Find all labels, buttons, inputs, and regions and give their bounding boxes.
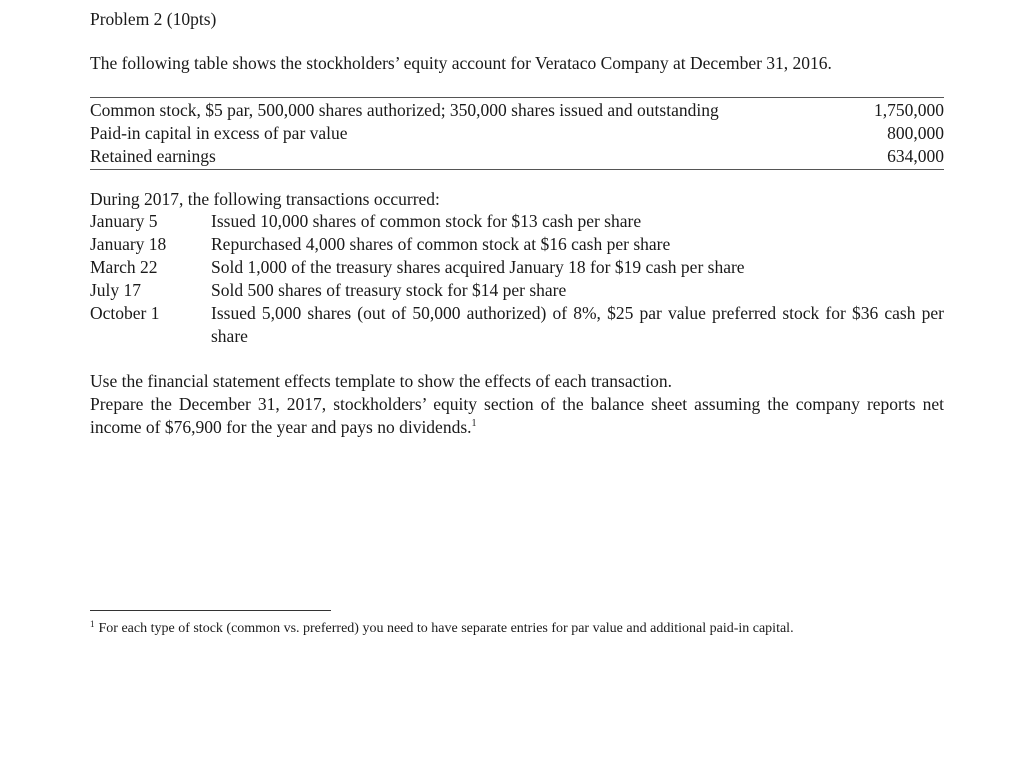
list-item — [90, 256, 944, 279]
transactions-list — [90, 210, 944, 348]
transactions-heading: During 2017, the following transactions occurred: — [90, 189, 440, 209]
list-item — [90, 302, 944, 348]
row-label: Retained earnings — [90, 146, 216, 166]
list-item — [90, 210, 944, 233]
transaction-description: Issued 5,000 shares (out of 50,000 authorized) of 8%, $25 par value preferred stock for $36 cash per share — [211, 303, 944, 346]
instructions — [90, 370, 944, 439]
list-item — [90, 279, 944, 302]
transaction-description: Issued 10,000 shares of common stock for $13 cash per share — [211, 211, 642, 231]
intro-text: The following table shows the stockholders’ equity account for Verataco Company at December 31, 2016. — [90, 53, 832, 73]
footnote-divider — [90, 610, 331, 611]
row-amount: 1,750,000 — [874, 100, 944, 120]
table-row — [90, 122, 944, 145]
transaction-description: Sold 500 shares of treasury stock for $14 per share — [211, 280, 567, 300]
transaction-date: January 5 — [90, 211, 158, 231]
instruction-line — [90, 393, 944, 439]
instruction-line: Use the financial statement effects template to show the effects of each transaction. — [90, 371, 672, 391]
stockholders-equity-table — [90, 97, 944, 170]
footnote — [90, 620, 794, 638]
row-amount: 800,000 — [887, 123, 944, 143]
list-item — [90, 233, 944, 256]
footnote-reference[interactable]: 1 — [471, 418, 477, 429]
transaction-date: January 18 — [90, 234, 167, 254]
transaction-date: July 17 — [90, 280, 142, 300]
transaction-description: Sold 1,000 of the treasury shares acquired January 18 for $19 cash per share — [211, 257, 745, 277]
footnote-marker: 1 — [90, 619, 95, 629]
problem-title: Problem 2 (10pts) — [90, 9, 217, 29]
transaction-date: October 1 — [90, 303, 160, 323]
instruction-text: Prepare the December 31, 2017, stockholders’ equity section of the balance sheet assuming the company reports net income of $76,900 for the year and pays no dividends. — [90, 394, 944, 437]
row-label: Paid-in capital in excess of par value — [90, 123, 348, 143]
row-amount: 634,000 — [887, 146, 944, 166]
table-row — [90, 145, 944, 168]
transaction-description: Repurchased 4,000 shares of common stock at $16 cash per share — [211, 234, 671, 254]
row-label: Common stock, $5 par, 500,000 shares authorized; 350,000 shares issued and outstanding — [90, 100, 719, 120]
table-row — [90, 99, 944, 122]
footnote-text: For each type of stock (common vs. preferred) you need to have separate entries for par value and additional paid-in capital. — [98, 621, 794, 636]
transaction-date: March 22 — [90, 257, 158, 277]
